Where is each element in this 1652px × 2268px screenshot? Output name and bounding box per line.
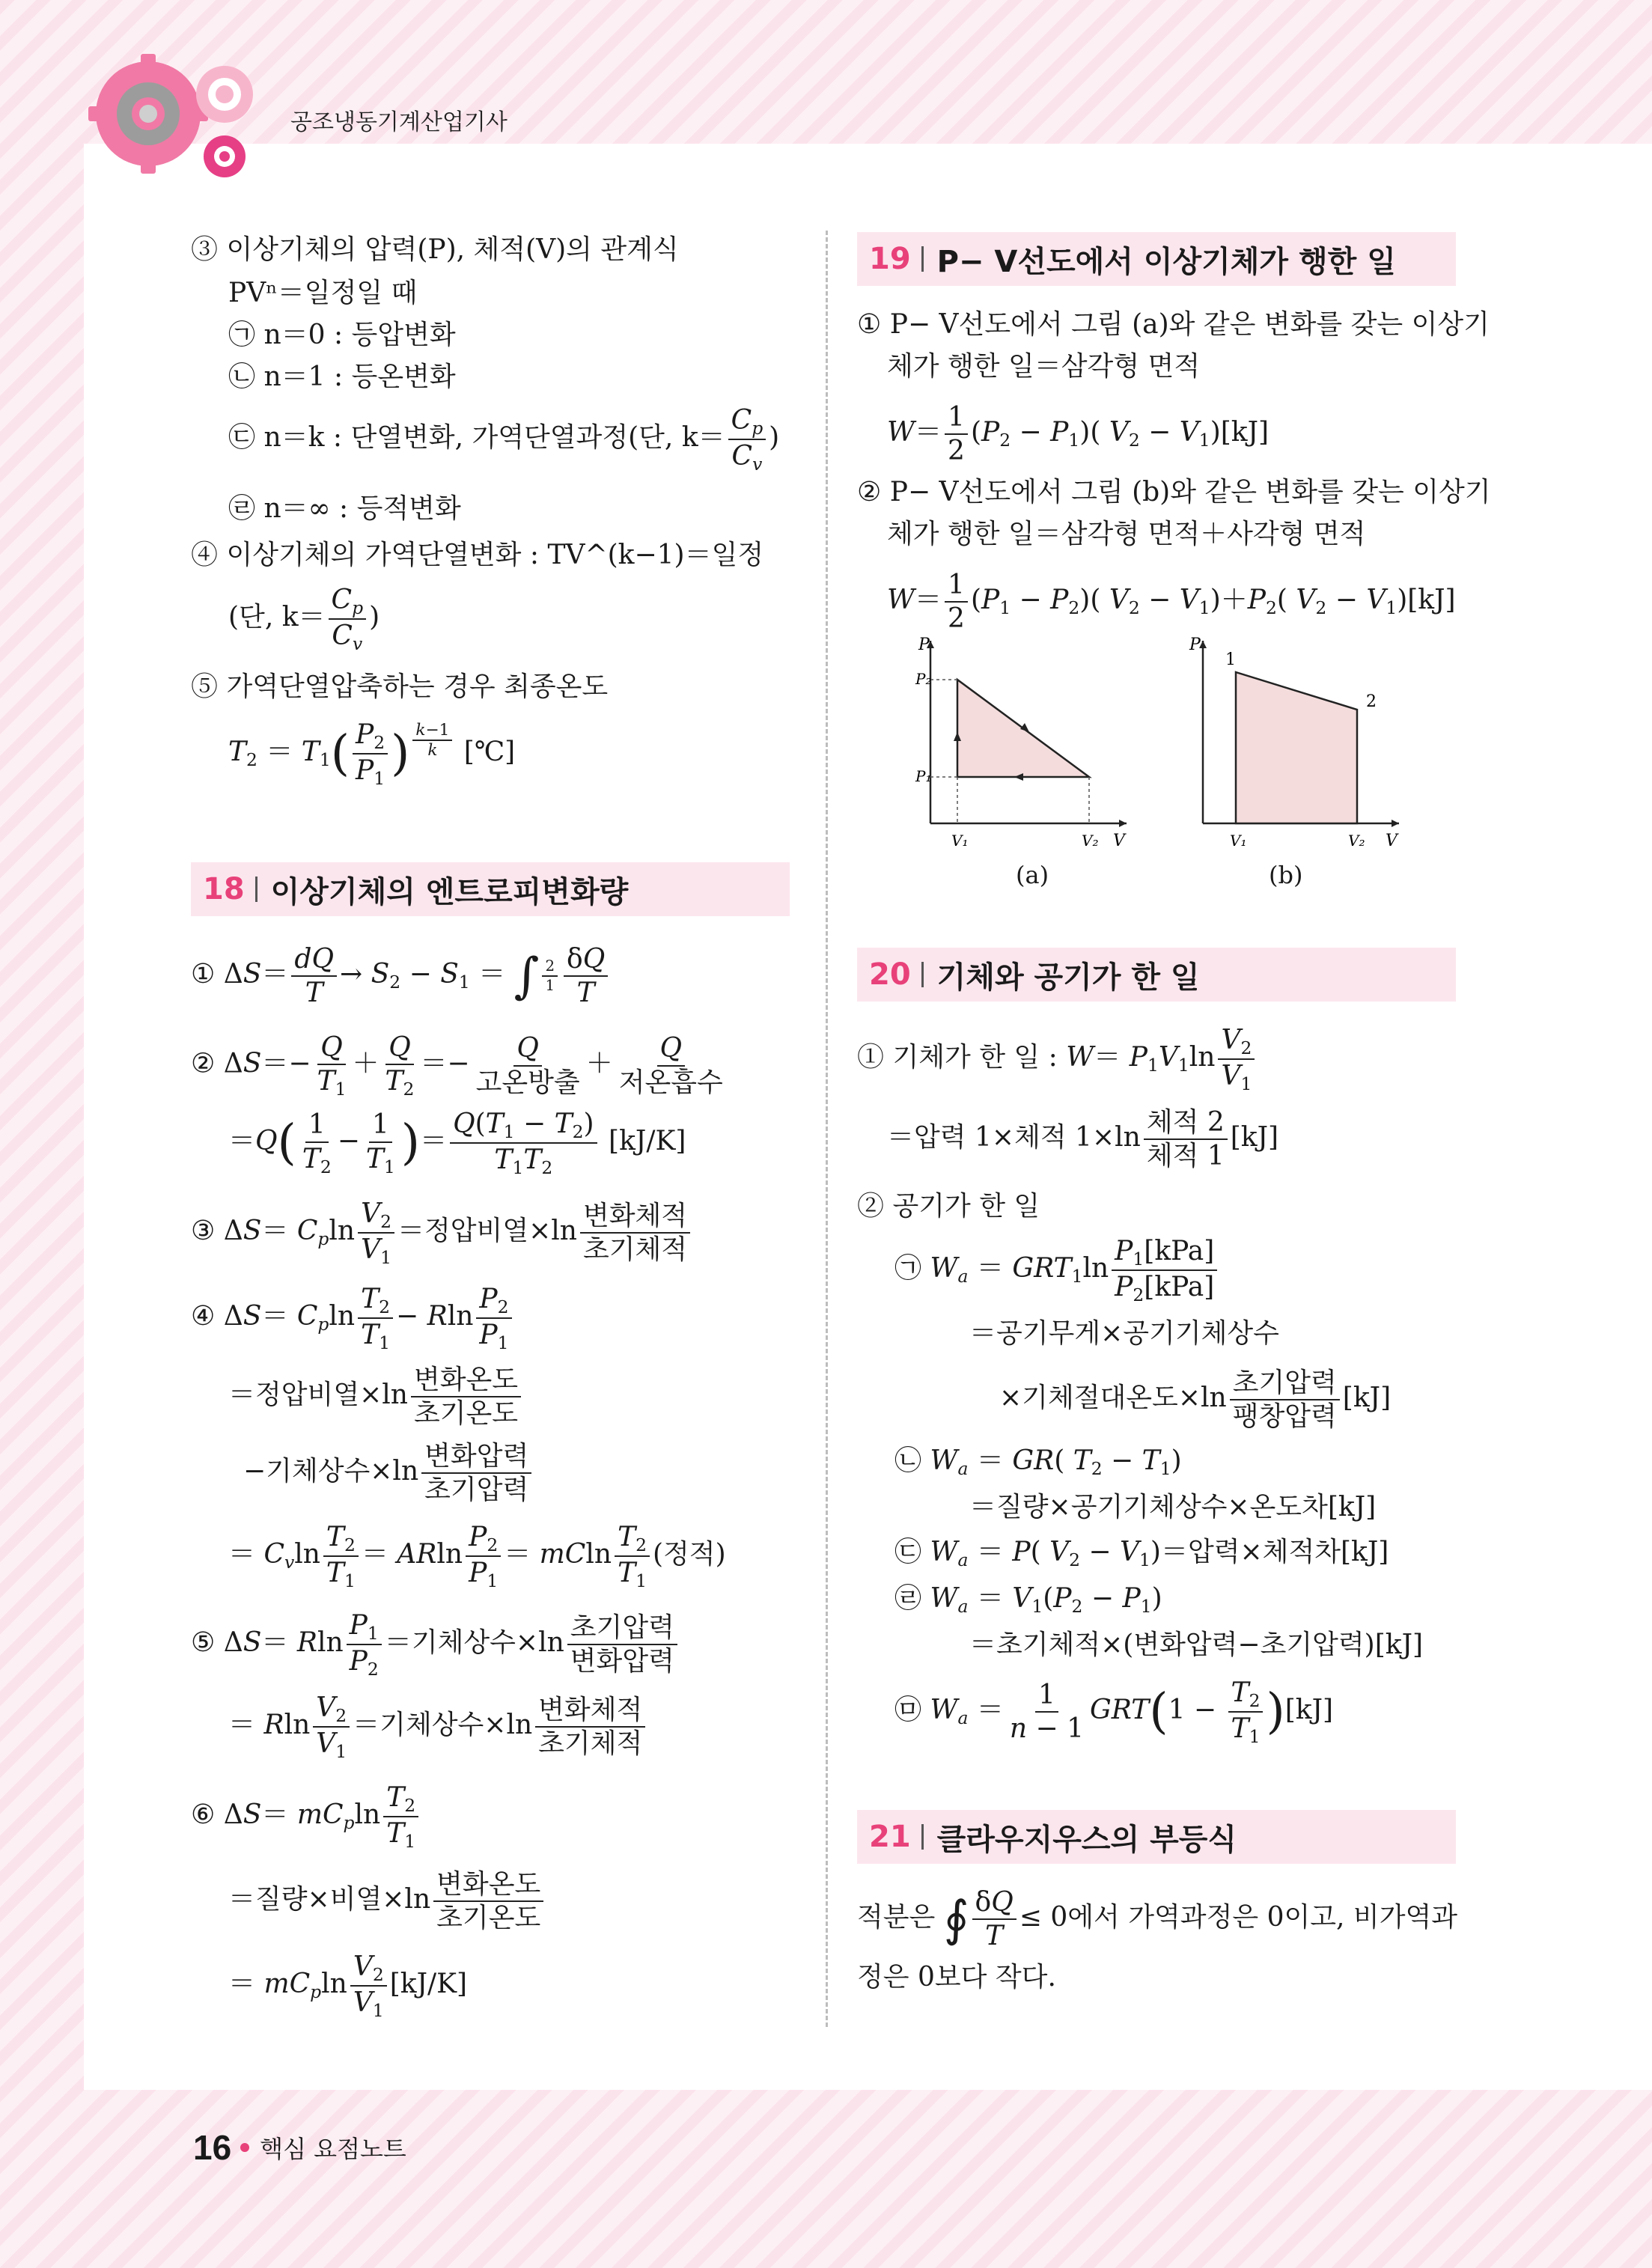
ga-p-init: 초기압력: [1230, 1367, 1340, 1400]
eq2-label: ②: [191, 1048, 216, 1079]
eq1-label: ①: [191, 959, 216, 990]
fig-b-point1: 1: [1225, 650, 1236, 669]
eq4-line3: −기체상수×ln: [243, 1456, 419, 1487]
bullet-dot-icon: [240, 2143, 249, 2152]
column-divider: [826, 231, 828, 2027]
entropy-eq-1: ① ΔS＝ $\frac{dQ}{T}$ → $S_2 - S_1$ ＝ ∫ $\frac{2}{1}$ $\frac{\delta Q}{T}$: [191, 943, 611, 1009]
eq5-pres-change: 변화압력: [570, 1646, 674, 1677]
r1-formula: W＝ $\frac{1}{2}$ $(P_2 - P_1)$( $V_2 - V_1)[kJ]$: [887, 402, 1270, 467]
ge-unit: [kJ]: [1284, 1695, 1334, 1726]
section-19-header: [857, 232, 1456, 286]
gb-label: ㉡: [894, 1445, 922, 1476]
ga-unit: [kJ]: [1342, 1383, 1392, 1414]
fig-a-v1-label: V₁: [951, 832, 969, 850]
eq6-temp-change: 변화온도: [433, 1868, 543, 1902]
eq3-vol-init: 초기체적: [582, 1234, 688, 1266]
ga-line3: [999, 1367, 1391, 1433]
section-20-number: 20: [869, 957, 911, 992]
entropy-eq-4d: ＝ $C_v\ln$ $\frac{T_2}{T_1}$ ＝ ARln $\frac{P_2}{P_1}$ ＝ mCln $\frac{T_2}{T_1}$ (정적): [228, 1522, 726, 1592]
fig-a-caption: (a): [1016, 861, 1049, 889]
eq2-hot: 고온방출: [475, 1067, 580, 1098]
g2-title: ② 공기가 한 일: [857, 1191, 1040, 1222]
eq6-label: ⑥: [191, 1799, 216, 1831]
running-title: 공조냉동기계산업기사: [290, 109, 508, 135]
ge-formula: ㉤ $W_a$ ＝ $\frac{1}{n - 1}$ GRT(1 − $\frac{T_2}{T_1}$ )[kJ]: [894, 1677, 1334, 1748]
fig-a-v2-label: V₂: [1082, 832, 1099, 850]
gc-formula: ㉢ $W_a = P$( $V_2 - V_1)=$압력×체적차[kJ]: [894, 1537, 1389, 1571]
r1-line1: ① P− V선도에서 그림 (a)와 같은 변화를 갖는 이상기: [857, 309, 1490, 340]
section-19-number: 19: [869, 242, 911, 276]
eq4-line2: ＝정압비열×ln: [228, 1380, 408, 1411]
eq4-label: ④: [191, 1301, 216, 1332]
fig-a-p1-label: P₁: [915, 767, 932, 785]
s4-note-text: (단, k＝: [228, 602, 326, 633]
eq5b-vol-init: 초기체적: [538, 1728, 643, 1760]
entropy-eq-5b: ＝ Rln $\frac{V_2}{V_1}$ ＝기체상수×ln $\frac{\text{변화체적}}{\text{초기체적}}$: [228, 1692, 648, 1762]
fig-b-v1-label: V₁: [1230, 832, 1247, 850]
page-number: 16: [193, 2128, 232, 2167]
s4-title: ④ 이상기체의 가역단열변화 : TV^(k−1)＝일정: [191, 540, 764, 570]
section-21-header: [857, 1810, 1456, 1864]
fig-b-p-label: P: [1189, 635, 1201, 654]
eq4-const: (정적): [652, 1539, 726, 1570]
fig-a-v-label: V: [1113, 832, 1125, 850]
entropy-eq-3: ③ $\Delta S= C_p\ln$ $\frac{V_2}{V_1}$ ＝정압비열×ln $\frac{\text{변화체적}}{\text{초기체적}}$: [191, 1198, 693, 1268]
s5-title: ⑤ 가역단열압축하는 경우 최종온도: [191, 671, 609, 702]
g1-vol2: 체적 2: [1144, 1106, 1228, 1140]
page-footer: [193, 2127, 406, 2168]
entropy-eq-2: ② ΔS＝− $\frac{Q}{T_1}$ ＋ $\frac{Q}{T_2}$ ＝− $\frac{Q}{\text{고온방출}}$ ＋ $\frac{Q}{\text{저온흡수}}$: [191, 1031, 729, 1100]
fig-b-point2: 2: [1366, 692, 1377, 711]
fig-b-v2-label: V₂: [1348, 832, 1365, 850]
clausius-post: ≤ 0에서 가역과정은 0이고, 비가역과: [1019, 1902, 1458, 1933]
fig-b-caption: (b): [1269, 861, 1303, 889]
g1-title: ① 기체가 한 일 :: [857, 1042, 1058, 1073]
entropy-eq-6c: ＝ $mC_p\ln$ $\frac{V_2}{V_1}$ [kJ/K]: [228, 1951, 468, 2022]
gd-formula: ㉣ $W_a = V_1(P_2 - P_1)$: [894, 1583, 1162, 1618]
k-fraction: $\frac{C_p}{C_v}$: [728, 404, 766, 475]
section-18-header: [191, 862, 790, 916]
eq6-temp-init: 초기온도: [436, 1903, 541, 1934]
section-19-title: P− V선도에서 이상기체가 행한 일: [936, 244, 1396, 279]
eq5-text: 기체상수×ln: [411, 1627, 564, 1659]
clausius-line1: 적분은 ∮ $\frac{\delta Q}{T}$ ≤ 0에서 가역과정은 0이고, 비가역과: [857, 1887, 1458, 1952]
ga-p-exp: 팽창압력: [1232, 1401, 1337, 1433]
eq4-pres-change: 변화압력: [421, 1440, 531, 1474]
pv-diagrams: [902, 635, 1456, 852]
s4-note: (단, k＝ $\frac{C_p}{C_v}$ ): [228, 585, 380, 655]
s5-unit: [℃]: [463, 737, 516, 768]
section-18-title: 이상기체의 엔트로피변화량: [270, 874, 629, 909]
pv-diagram-b: [1189, 635, 1399, 850]
entropy-eq-6b: [228, 1868, 546, 1934]
entropy-eq-5: ⑤ ΔS＝ Rln $\frac{P_1}{P_2}$ ＝기체상수×ln $\frac{\text{초기압력}}{\text{변화압력}}$: [191, 1609, 680, 1680]
ga-formula: ㉠ $W_a = GRT_1\ln$ $\frac{P_1[kPa]}{P_2[kPa]}$: [894, 1235, 1220, 1305]
entropy-eq-4b: [228, 1364, 524, 1430]
s3-isothermal: ㉡ n＝1 : 등온변화: [228, 362, 456, 392]
gc-text: ＝압력×체적차[kJ]: [1160, 1537, 1389, 1567]
section-18-number: 18: [203, 872, 245, 906]
s3-isobaric: ㉠ n＝0 : 등압변화: [228, 320, 456, 350]
gc-label: ㉢: [894, 1537, 922, 1567]
ga-kpa-2: [kPa]: [1144, 1272, 1215, 1303]
fig-b-v-label: V: [1386, 832, 1398, 850]
g1-unit: [kJ]: [1230, 1122, 1279, 1153]
section-21-number: 21: [869, 1820, 911, 1854]
g1-vol1: 체적 1: [1146, 1141, 1225, 1172]
gd-line2: ＝초기체적×(변화압력−초기압력)[kJ]: [969, 1630, 1424, 1660]
eq3-text: 정압비열×ln: [424, 1216, 577, 1247]
s3-title: ③ 이상기체의 압력(P), 체적(V)의 관계식: [191, 234, 679, 265]
entropy-eq-6: ⑥ $\Delta S= mC_p\ln$ $\frac{T_2}{T_1}$: [191, 1781, 421, 1852]
g1-line2-text: ＝압력 1×체적 1×ln: [887, 1122, 1141, 1153]
clausius-line2: 정은 0보다 작다.: [857, 1962, 1056, 1993]
eq4-temp-init: 초기온도: [413, 1398, 519, 1430]
g1-line2: [887, 1106, 1278, 1172]
ga-line3-text: ×기체절대온도×ln: [999, 1383, 1227, 1414]
section-21-title: 클라우지우스의 부등식: [936, 1822, 1237, 1857]
r2-line2: 체가 행한 일＝삼각형 면적＋사각형 면적: [887, 519, 1366, 549]
gear-logo-icon: [82, 48, 284, 183]
eq5b-text: 기체상수×ln: [380, 1710, 533, 1741]
r2-unit: [kJ]: [1407, 585, 1456, 616]
eq5-label: ⑤: [191, 1627, 216, 1659]
gb-formula: ㉡ $W_a = GR$( $T_2 - T_1$): [894, 1445, 1182, 1480]
s3-isochoric: ㉣ n＝∞ : 등적변화: [228, 493, 461, 524]
fig-a-p2-label: P₂: [915, 670, 932, 688]
gb-line2: ＝질량×공기기체상수×온도차[kJ]: [969, 1492, 1377, 1522]
r1-unit: [kJ]: [1220, 417, 1270, 448]
k-fraction-2: $\frac{C_p}{C_v}$: [329, 584, 367, 654]
clausius-pre: 적분은: [857, 1902, 936, 1933]
s3-line1: PVⁿ＝일정일 때: [228, 278, 418, 308]
g1-formula: ① 기체가 한 일 : $W= P_1V_1\ln$ $\frac{V_2}{V_1}$: [857, 1024, 1258, 1094]
fig-a-p-label: P: [918, 635, 930, 654]
section-20-header: [857, 948, 1456, 1002]
eq4-temp-change: 변화온도: [411, 1364, 521, 1397]
ga-kpa-1: [kPa]: [1144, 1236, 1215, 1266]
r2-line1: ② P− V선도에서 그림 (b)와 같은 변화를 갖는 이상기: [857, 477, 1491, 507]
entropy-eq-4: ④ $\Delta S= C_p\ln$ $\frac{T_2}{T_1}$ − Rln $\frac{P_2}{P_1}$: [191, 1283, 515, 1353]
entropy-eq-4c: [243, 1440, 534, 1506]
eq6-unit: [kJ/K]: [389, 1969, 468, 2000]
ga-label: ㉠: [894, 1253, 922, 1284]
s5-formula: $T_2 = T_1$( $\frac{P_2}{P_1}$ ) $\frac{k-1}{k}$ [℃]: [228, 719, 516, 790]
r1-line2: 체가 행한 일＝삼각형 면적: [887, 351, 1201, 382]
entropy-eq-2b: ＝Q( $\frac{1}{T_2}$ − $\frac{1}{T_1}$ )＝ $\frac{Q(T_1 - T_2)}{T_1T_2}$ [kJ/K]: [228, 1109, 686, 1179]
pv-diagram-a: [915, 635, 1127, 850]
section-20-title: 기체와 공기가 한 일: [936, 960, 1200, 995]
eq6-line2: ＝질량×비열×ln: [228, 1884, 431, 1915]
s3-adiabatic: ㉢ n＝k : 단열변화, 가역단열과정(단, k＝ $\frac{C_p}{C_v}$ ): [228, 405, 780, 475]
eq3-vol-change: 변화체적: [580, 1200, 690, 1234]
eq5b-vol-change: 변화체적: [535, 1694, 645, 1728]
eq2-unit: [kJ/K]: [609, 1126, 686, 1157]
gd-label: ㉣: [894, 1583, 922, 1614]
footer-label: 핵심 요점노트: [260, 2135, 406, 2163]
s3-adiabatic-text: ㉢ n＝k : 단열변화, 가역단열과정(단, k＝: [228, 422, 725, 454]
r2-formula: W＝ $\frac{1}{2}$ $(P_1 - P_2)$( $V_2 - V_1)+P_2$( $V_2 - V_1)[kJ]$: [887, 570, 1456, 635]
eq4-pres-init: 초기압력: [424, 1475, 529, 1506]
eq2-cold: 저온흡수: [618, 1067, 723, 1098]
ge-label: ㉤: [894, 1695, 922, 1726]
ga-line2: ＝공기무게×공기기체상수: [969, 1318, 1279, 1349]
eq5-pres-init: 초기압력: [567, 1612, 677, 1645]
eq3-label: ③: [191, 1216, 216, 1247]
